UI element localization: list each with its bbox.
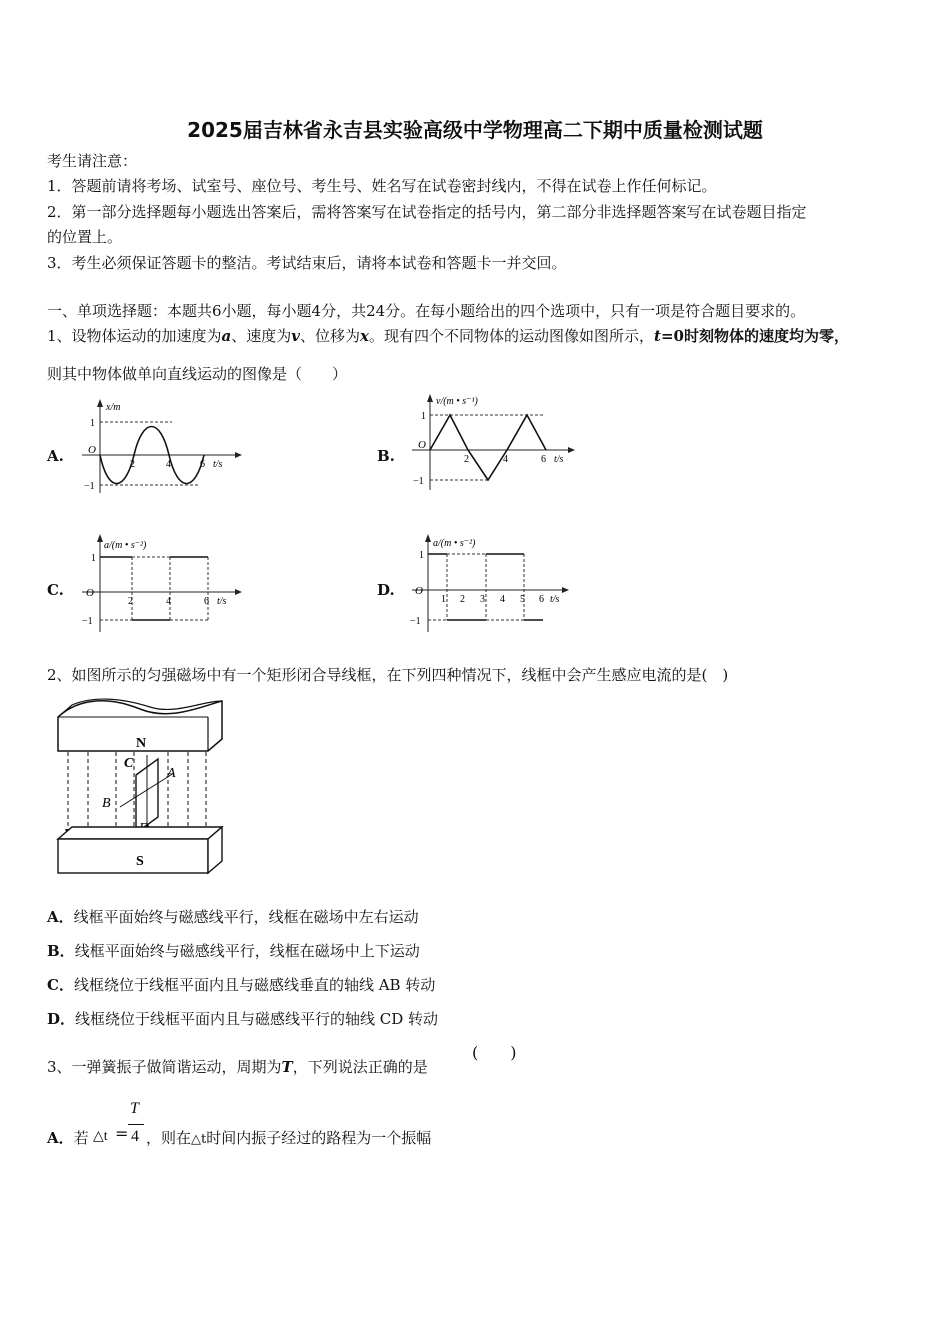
y-axis-label: x/m [106, 402, 121, 413]
tick-label: 1 [441, 594, 446, 605]
graph-d [400, 530, 580, 635]
tick-label: 6 [200, 459, 205, 470]
q3-option-a-text: ，则在△t时间内振子经过的路程为一个振幅 [146, 1129, 432, 1147]
tick-label: 3 [480, 594, 485, 605]
notice-heading: 考生请注意： [47, 152, 138, 170]
q2-option-a[interactable]: A．线框平面始终与磁感线平行，线框在磁场中左右运动 [47, 908, 419, 926]
tick-top: 1 [90, 418, 95, 429]
notice-item: 2．第一部分选择题每小题选出答案后，需将答案写在试卷指定的括号内，第二部分非选择题答案写在试卷题目指定 [47, 203, 807, 221]
q3-option-a[interactable]: A．若 [47, 1129, 89, 1147]
y-axis-label: a/(m • s⁻²) [104, 540, 147, 551]
south-label: S [136, 854, 144, 869]
tick-label: 2 [464, 454, 469, 465]
magnet-figure [50, 695, 230, 880]
tick-label: 2 [130, 459, 135, 470]
tick-bottom: −1 [413, 476, 424, 487]
option-c-label[interactable]: C. [47, 581, 64, 599]
label-b: B [102, 796, 111, 811]
north-label: N [136, 736, 147, 751]
q2-option-c[interactable]: C．线框绕位于线框平面内且与磁感线垂直的轴线 AB 转动 [47, 976, 436, 994]
y-axis-label: a/(m • s⁻²) [433, 538, 476, 549]
x-axis-label: t/s [217, 596, 227, 607]
q2-option-d[interactable]: D．线框绕位于线框平面内且与磁感线平行的轴线 CD 转动 [47, 1010, 439, 1028]
notice-item: 3．考生必须保证答题卡的整洁。考试结束后，请将本试卷和答题卡一并交回。 [47, 254, 567, 272]
option-d-label[interactable]: D. [377, 581, 395, 599]
tick-label: 4 [166, 459, 171, 470]
label-a: A [167, 766, 176, 781]
delta-t: △t [93, 1129, 108, 1144]
q2-option-b[interactable]: B．线框平面始终与磁感线平行，线框在磁场中上下运动 [47, 942, 420, 960]
tick-label: 4 [503, 454, 508, 465]
origin-label: O [86, 587, 94, 599]
tick-top: 1 [91, 553, 96, 564]
question-3-stem: 3、一弹簧振子做简谐运动，周期为T，下列说法正确的是 [47, 1058, 428, 1076]
tick-label: 6 [539, 594, 544, 605]
origin-label: O [88, 444, 96, 456]
fraction-bar [128, 1124, 144, 1125]
graph-a [70, 395, 245, 495]
equals-sign: = [115, 1124, 129, 1143]
option-a-label[interactable]: A. [47, 447, 64, 465]
graph-b [400, 392, 580, 492]
fraction-numerator: T [130, 1100, 139, 1117]
question-1-stem-line2: 则其中物体做单向直线运动的图像是（ ） [47, 365, 348, 383]
tick-label: 4 [166, 596, 171, 607]
tick-label: 4 [500, 594, 505, 605]
tick-label: 2 [460, 594, 465, 605]
question-1-stem: 1、设物体运动的加速度为a、速度为v、位移为x。现有四个不同物体的运动图像如图所示，t=0时刻物体的速度均为零， [47, 327, 849, 345]
tick-bottom: −1 [84, 481, 95, 492]
x-axis-label: t/s [554, 454, 564, 465]
tick-label: 6 [541, 454, 546, 465]
tick-label: 2 [128, 596, 133, 607]
answer-paren: ( ) [472, 1043, 517, 1062]
section-heading: 一、单项选择题：本题共6小题，每小题4分，共24分。在每小题给出的四个选项中，只有一项是符合题目要求的。 [47, 302, 806, 320]
notice-item: 的位置上。 [47, 228, 123, 246]
question-2-stem: 2、如图所示的匀强磁场中有一个矩形闭合导线框，在下列四种情况下，线框中会产生感应电流的是( ) [47, 666, 729, 684]
tick-bottom: −1 [82, 616, 93, 627]
x-axis-label: t/s [213, 459, 223, 470]
tick-bottom: −1 [410, 616, 421, 627]
page-title: 2025届吉林省永吉县实验高级中学物理高二下期中质量检测试题 [187, 118, 763, 142]
notice-item: 1．答题前请将考场、试室号、座位号、考生号、姓名写在试卷密封线内，不得在试卷上作任何标记。 [47, 177, 717, 195]
fraction-denominator: 4 [131, 1128, 139, 1145]
y-axis-label: v/(m • s⁻¹) [436, 396, 478, 407]
x-axis-label: t/s [550, 594, 560, 605]
tick-label: 6 [204, 596, 209, 607]
label-c: C [124, 756, 134, 771]
graph-c [70, 530, 245, 635]
origin-label: O [415, 585, 423, 597]
tick-top: 1 [421, 411, 426, 422]
origin-label: O [418, 439, 426, 451]
tick-label: 5 [520, 594, 525, 605]
option-b-label[interactable]: B. [377, 447, 395, 465]
tick-top: 1 [419, 550, 424, 561]
